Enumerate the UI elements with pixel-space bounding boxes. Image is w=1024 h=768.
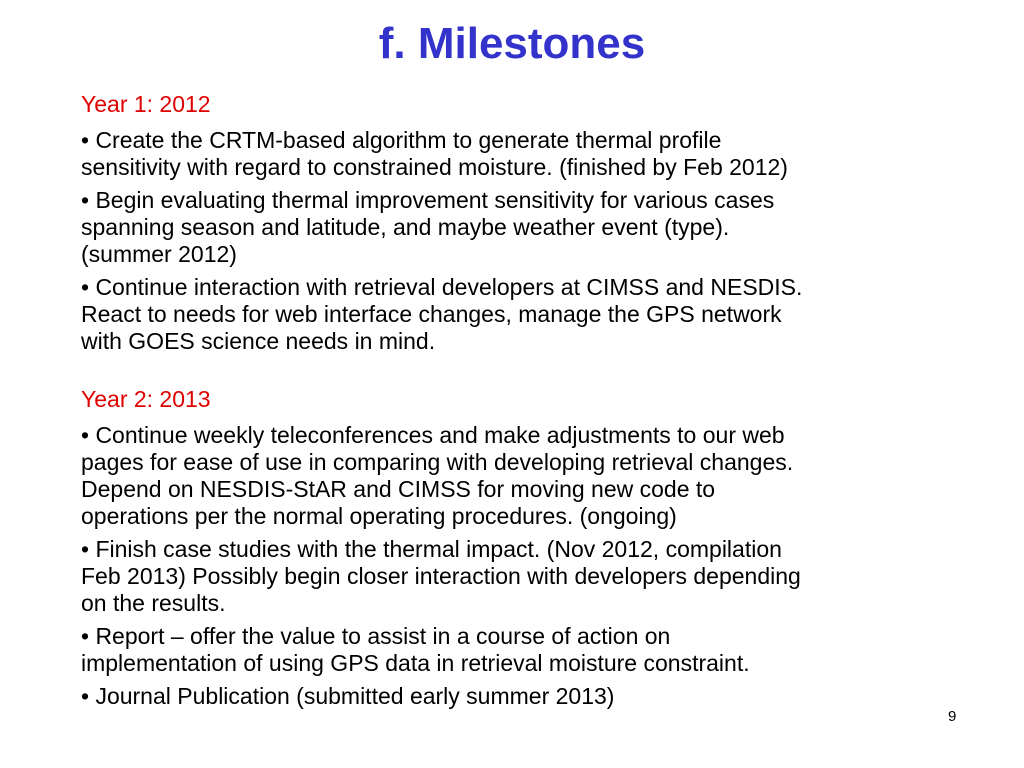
bullet-item: • Continue weekly teleconferences and make adjustments to our web pages for ease of use in comparing with developing retrieval changes. Depend on NESDIS-StAR and CIMSS for moving new code to operations per the normal operating procedures. (ongoing) <box>81 422 794 529</box>
section-heading: Year 2: 2013 <box>81 386 211 412</box>
slide-content <box>81 90 991 716</box>
slide-title: f. Milestones <box>378 19 646 68</box>
section-year-1 <box>81 90 991 355</box>
bullet-item: • Begin evaluating thermal improvement sensitivity for various cases spanning season and latitude, and maybe weather event (type). (summer 2012) <box>81 187 775 267</box>
section-heading: Year 1: 2012 <box>81 91 211 117</box>
bullet-item: • Report – offer the value to assist in a course of action on implementation of using GPS data in retrieval moisture constraint. <box>81 623 750 676</box>
bullet-item: • Journal Publication (submitted early summer 2013) <box>81 683 615 709</box>
bullet-item: • Continue interaction with retrieval developers at CIMSS and NESDIS. React to needs for web interface changes, manage the GPS network with GOES science needs in mind. <box>81 274 803 354</box>
section-spacer <box>81 361 991 385</box>
section-year-2 <box>81 385 991 710</box>
bullet-item: • Create the CRTM-based algorithm to generate thermal profile sensitivity with regard to constrained moisture. (finished by Feb 2012) <box>81 127 788 180</box>
page-number: 9 <box>948 708 957 725</box>
bullet-item: • Finish case studies with the thermal impact. (Nov 2012, compilation Feb 2013) Possibly begin closer interaction with developers depending on the results. <box>81 536 801 616</box>
